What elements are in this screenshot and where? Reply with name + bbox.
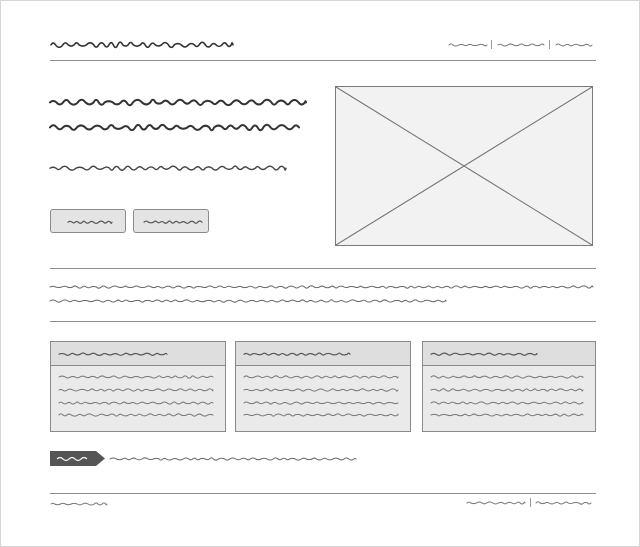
- scribble-stroke: [431, 414, 583, 416]
- card-line: [59, 386, 213, 394]
- card-1: [50, 341, 226, 432]
- footer-copyright: [51, 500, 107, 508]
- hero-divider: [50, 268, 596, 269]
- logo-scribble: [51, 39, 233, 51]
- card-line: [431, 373, 583, 381]
- scribble-stroke: [51, 503, 107, 505]
- scribble-stroke: [536, 502, 591, 504]
- note-text: [110, 455, 356, 463]
- card-line: [59, 399, 213, 407]
- nav-link-3[interactable]: [556, 41, 592, 49]
- secondary-button[interactable]: [133, 209, 209, 233]
- headline-line-1: [50, 96, 306, 109]
- scribble-stroke: [50, 300, 446, 302]
- scribble-stroke: [431, 376, 583, 378]
- scribble-stroke: [556, 44, 592, 46]
- footer-separator: [530, 498, 531, 507]
- nav-separator: [491, 40, 492, 49]
- primary-button-label: [68, 218, 112, 226]
- card-line: [244, 399, 398, 407]
- tag-badge: [50, 451, 105, 466]
- section-divider: [50, 321, 596, 322]
- footer-link-1[interactable]: [467, 499, 525, 507]
- scribble-stroke: [50, 166, 286, 170]
- nav-link-1[interactable]: [449, 41, 487, 49]
- card-3: [422, 341, 596, 432]
- hero-image-placeholder: [335, 86, 593, 246]
- header-divider: [50, 60, 596, 61]
- scribble-stroke: [68, 221, 112, 223]
- card-title: [244, 350, 350, 358]
- scribble-stroke: [110, 458, 356, 460]
- footer-divider: [50, 493, 596, 494]
- card-header: [51, 342, 225, 366]
- card-title: [59, 350, 167, 358]
- scribble-stroke: [59, 414, 213, 416]
- primary-button[interactable]: [50, 209, 126, 233]
- card-2: [235, 341, 411, 432]
- card-header: [236, 342, 410, 366]
- card-line: [431, 386, 583, 394]
- card-line: [59, 411, 213, 419]
- intro-line-1: [50, 283, 593, 291]
- scribble-stroke: [498, 44, 544, 46]
- scribble-stroke: [431, 402, 583, 404]
- scribble-stroke: [50, 124, 299, 129]
- scribble-stroke: [449, 44, 487, 46]
- card-line: [431, 411, 583, 419]
- scribble-stroke: [50, 99, 306, 104]
- scribble-stroke: [59, 353, 167, 355]
- card-header: [423, 342, 595, 366]
- scribble-stroke: [244, 414, 398, 416]
- scribble-stroke: [59, 376, 213, 378]
- scribble-stroke: [431, 389, 583, 391]
- card-title: [431, 350, 537, 358]
- card-line: [59, 373, 213, 381]
- scribble-stroke: [244, 376, 398, 378]
- hero-subhead: [50, 163, 286, 173]
- scribble-stroke: [467, 502, 525, 504]
- scribble-stroke: [144, 221, 202, 223]
- headline-line-2: [50, 121, 299, 134]
- scribble-stroke: [51, 42, 233, 47]
- scribble-stroke: [244, 402, 398, 404]
- nav-separator: [549, 40, 550, 49]
- card-line: [244, 373, 398, 381]
- image-placeholder-icon: [336, 87, 592, 245]
- card-line: [244, 411, 398, 419]
- scribble-stroke: [244, 389, 398, 391]
- nav-link-2[interactable]: [498, 41, 544, 49]
- footer-link-2[interactable]: [536, 499, 591, 507]
- card-line: [244, 386, 398, 394]
- card-line: [431, 399, 583, 407]
- secondary-button-label: [144, 218, 202, 226]
- scribble-stroke: [50, 286, 593, 288]
- intro-line-2: [50, 297, 446, 305]
- scribble-stroke: [59, 389, 213, 391]
- scribble-stroke: [244, 353, 350, 355]
- scribble-stroke: [59, 402, 213, 404]
- scribble-stroke: [431, 353, 537, 355]
